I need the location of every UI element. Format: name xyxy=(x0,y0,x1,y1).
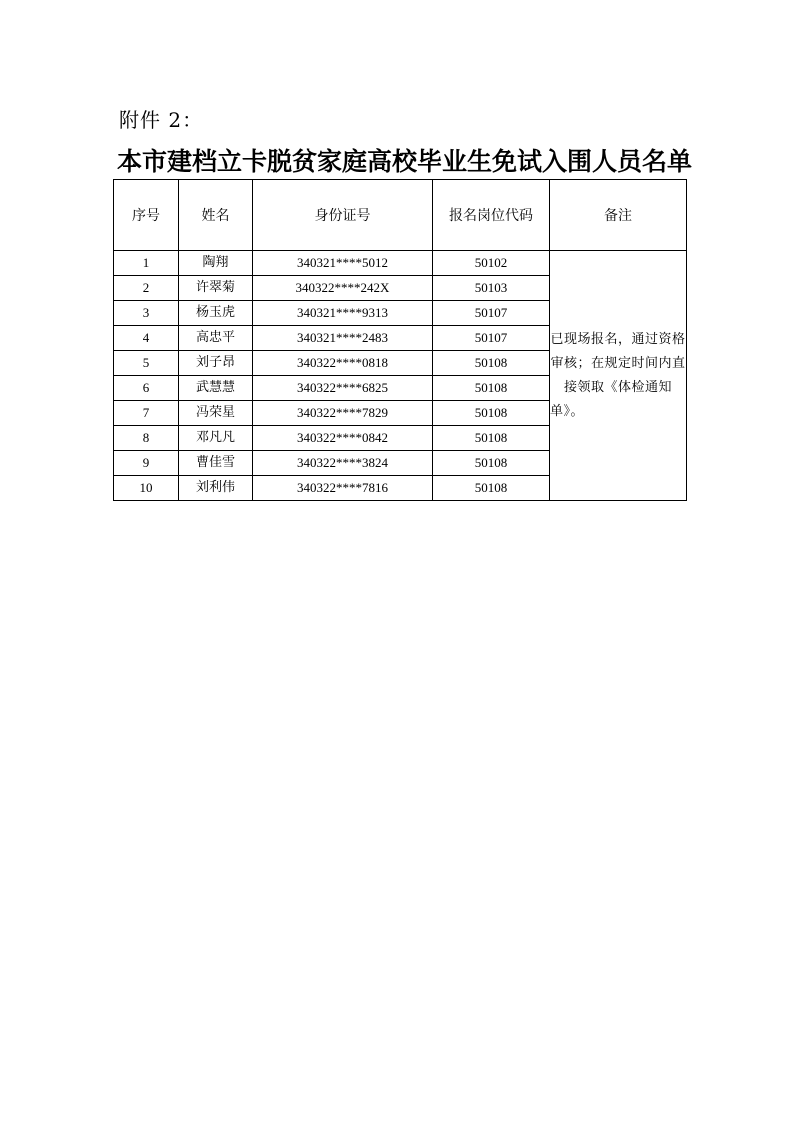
cell-position-code: 50108 xyxy=(433,476,550,501)
cell-seq: 4 xyxy=(114,326,179,351)
cell-seq: 9 xyxy=(114,451,179,476)
cell-id-number: 340322****242X xyxy=(253,276,433,301)
cell-id-number: 340321****9313 xyxy=(253,301,433,326)
cell-name: 曹佳雪 xyxy=(179,451,253,476)
cell-position-code: 50108 xyxy=(433,401,550,426)
cell-name: 冯荣星 xyxy=(179,401,253,426)
header-seq: 序号 xyxy=(114,180,179,251)
cell-position-code: 50107 xyxy=(433,326,550,351)
cell-seq: 8 xyxy=(114,426,179,451)
document-title: 本市建档立卡脱贫家庭高校毕业生免试入围人员名单 xyxy=(117,147,693,176)
cell-id-number: 340322****3824 xyxy=(253,451,433,476)
cell-position-code: 50107 xyxy=(433,301,550,326)
cell-position-code: 50108 xyxy=(433,351,550,376)
cell-seq: 6 xyxy=(114,376,179,401)
cell-name: 刘利伟 xyxy=(179,476,253,501)
roster-table xyxy=(113,179,687,501)
cell-seq: 7 xyxy=(114,401,179,426)
cell-seq: 5 xyxy=(114,351,179,376)
cell-id-number: 340321****2483 xyxy=(253,326,433,351)
header-id-number: 身份证号 xyxy=(253,180,433,251)
cell-position-code: 50108 xyxy=(433,376,550,401)
attachment-label: 附件 2： xyxy=(119,108,204,132)
cell-position-code: 50108 xyxy=(433,426,550,451)
cell-seq: 2 xyxy=(114,276,179,301)
header-name: 姓名 xyxy=(179,180,253,251)
cell-name: 杨玉虎 xyxy=(179,301,253,326)
table-header-row xyxy=(114,180,687,251)
cell-position-code: 50102 xyxy=(433,251,550,276)
cell-seq: 3 xyxy=(114,301,179,326)
header-remark: 备注 xyxy=(550,180,687,251)
cell-seq: 10 xyxy=(114,476,179,501)
table-row xyxy=(114,251,687,276)
cell-name: 刘子昂 xyxy=(179,351,253,376)
cell-seq: 1 xyxy=(114,251,179,276)
cell-id-number: 340321****5012 xyxy=(253,251,433,276)
cell-position-code: 50103 xyxy=(433,276,550,301)
cell-id-number: 340322****6825 xyxy=(253,376,433,401)
cell-id-number: 340322****0842 xyxy=(253,426,433,451)
cell-name: 邓凡凡 xyxy=(179,426,253,451)
cell-remark: 已现场报名，通过资格审核；在规定时间内直接领取《体检通知单》。 xyxy=(550,251,687,501)
cell-name: 许翠菊 xyxy=(179,276,253,301)
cell-position-code: 50108 xyxy=(433,451,550,476)
cell-id-number: 340322****7816 xyxy=(253,476,433,501)
cell-name: 高忠平 xyxy=(179,326,253,351)
cell-name: 武慧慧 xyxy=(179,376,253,401)
cell-name: 陶翔 xyxy=(179,251,253,276)
header-position-code: 报名岗位代码 xyxy=(433,180,550,251)
cell-id-number: 340322****7829 xyxy=(253,401,433,426)
cell-id-number: 340322****0818 xyxy=(253,351,433,376)
